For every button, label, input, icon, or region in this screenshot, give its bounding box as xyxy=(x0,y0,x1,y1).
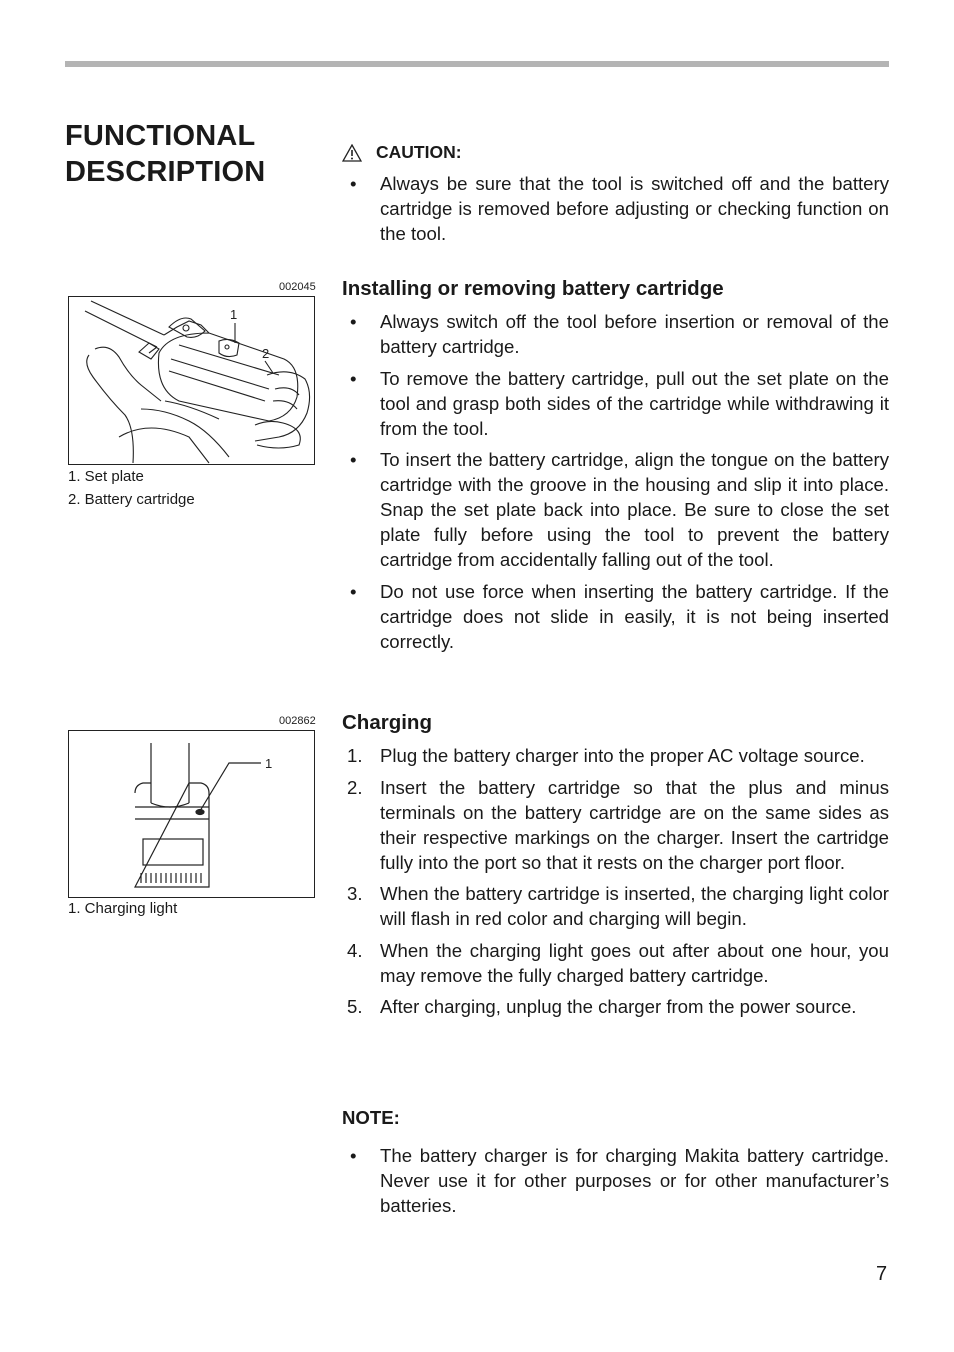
callout-1: 1 xyxy=(265,756,273,771)
figure-code: 002862 xyxy=(279,715,316,727)
charging-steps xyxy=(342,743,889,1026)
section-title: FUNCTIONAL DESCRIPTION xyxy=(65,120,266,188)
list-item: • To remove the battery cartridge, pull out the set plate on the tool and grasp both sides of the cartridge while withdrawing it from the tool. xyxy=(350,367,889,439)
header-rule xyxy=(65,61,889,67)
list-item: 1. Plug the battery charger into the proper AC voltage source. xyxy=(347,745,865,766)
note-label: NOTE: xyxy=(342,1107,400,1128)
list-item: • The battery charger is for charging Makita battery cartridge. Never use it for other purposes or for other manufacturer’s batteries. xyxy=(350,1145,889,1216)
caution-list xyxy=(342,171,889,253)
list-item: • Always be sure that the tool is switched off and the battery cartridge is removed before adjusting or checking function on the tool. xyxy=(350,173,889,244)
callout-1: 1 xyxy=(230,307,238,322)
list-item: 3. When the battery cartridge is inserted, the charging light color will flash in red color and charging will begin. xyxy=(347,883,889,929)
warning-triangle-icon xyxy=(342,144,362,162)
installing-heading: Installing or removing battery cartridge xyxy=(342,277,724,300)
battery-installation-illustration xyxy=(68,296,315,465)
list-item: • Always switch off the tool before insertion or removal of the battery cartridge. xyxy=(350,311,889,357)
list-item: • To insert the battery cartridge, align the tongue on the battery cartridge with the groove in the housing and slip it into place. Snap the set plate back into place. Be sure to close the set plate fully before using the tool to prevent the battery cartridge from accidentally falling out of the tool. xyxy=(350,449,889,570)
list-item: 2. Insert the battery cartridge so that the plus and minus terminals on the battery cartridge are on the same sides as their respective markings on the charger. Insert the cartridge fully into the port so that it rests on the charger port floor. xyxy=(347,776,889,873)
charging-heading: Charging xyxy=(342,711,432,734)
list-item: 4. When the charging light goes out after about one hour, you may remove the fully charged battery cartridge. xyxy=(347,939,889,986)
figure-code: 002045 xyxy=(279,281,316,293)
figure1-captions: 1. Set plate 2. Battery cartridge xyxy=(68,468,195,508)
figure2-captions: 1. Charging light xyxy=(68,900,178,917)
list-item: 5. After charging, unplug the charger from the power source. xyxy=(347,996,857,1017)
caution-label: CAUTION: xyxy=(342,142,462,163)
list-item: • Do not use force when inserting the battery cartridge. If the cartridge does not slide in easily, it is not being inserted correctly. xyxy=(350,580,889,652)
page-number: 7 xyxy=(876,1263,888,1285)
charger-illustration xyxy=(68,730,315,898)
installing-list xyxy=(342,309,889,660)
note-list xyxy=(342,1143,889,1225)
callout-2: 2 xyxy=(262,346,270,361)
